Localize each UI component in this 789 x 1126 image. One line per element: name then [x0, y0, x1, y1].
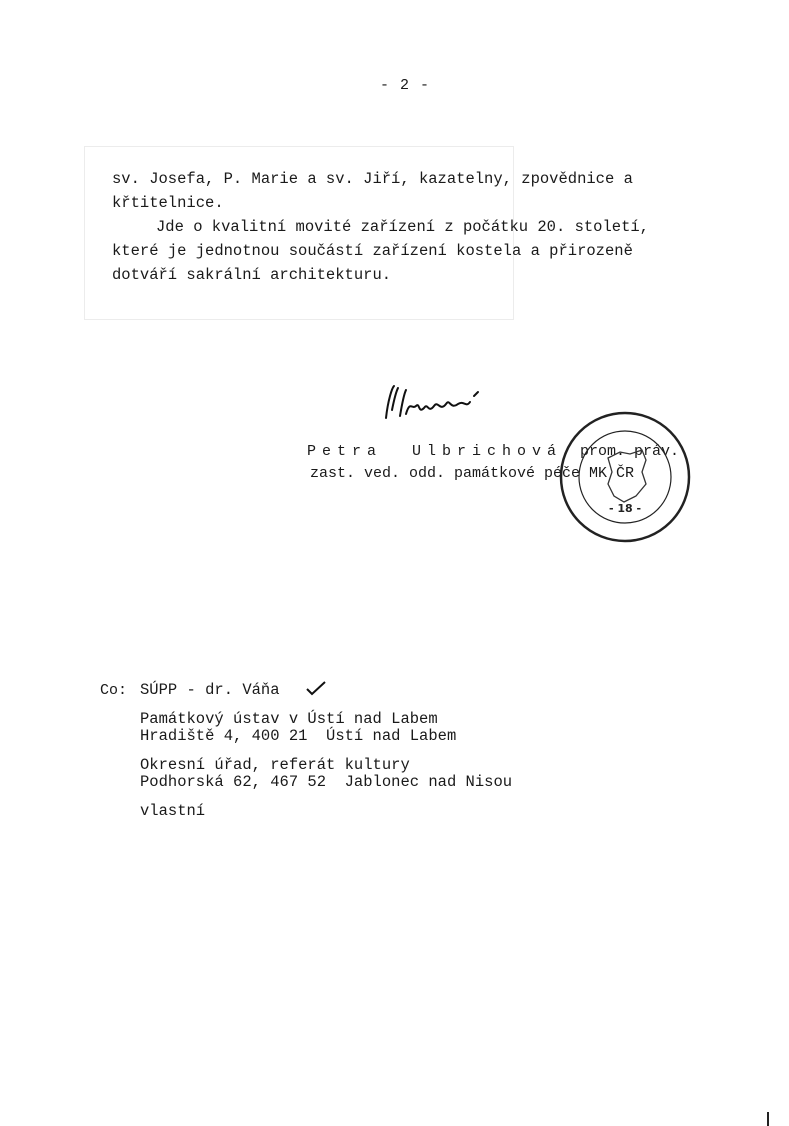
body-line: dotváří sakrální architekturu. — [112, 266, 392, 284]
recipient-line: vlastní — [140, 802, 206, 820]
body-line: křtitelnice. — [112, 194, 224, 212]
body-line: které je jednotnou součástí zařízení kostela a přirozeně — [112, 242, 633, 260]
recipient-line: Památkový ústav v Ústí nad Labem — [140, 710, 438, 728]
svg-text:- 18 -: - 18 - — [608, 502, 642, 515]
recipient-line: Hradiště 4, 400 21 Ústí nad Labem — [140, 727, 457, 745]
copies-label: Co: — [100, 682, 128, 699]
body-line: sv. Josefa, P. Marie a sv. Jiří, kazatelny, zpovědnice a — [112, 170, 633, 188]
body-line: Jde o kvalitní movité zařízení z počátku 20. století, — [156, 218, 649, 236]
page-number: - 2 - — [380, 77, 431, 94]
copies-list — [140, 682, 512, 820]
recipient-line: Okresní úřad, referát kultury — [140, 756, 410, 774]
recipient-line: SÚPP - dr. Váňa — [140, 681, 280, 699]
letter-body — [112, 167, 692, 287]
signer-title: , prom. práv. — [562, 443, 680, 460]
official-round-stamp — [558, 410, 692, 544]
handwritten-signature — [378, 380, 498, 430]
signer-name: Petra Ulbrichová — [307, 443, 563, 460]
recipient-line: Podhorská 62, 467 52 Jablonec nad Nisou — [140, 773, 513, 791]
signer-role: zast. ved. odd. památkové péče MK ČR — [310, 465, 635, 482]
page-edge-mark — [767, 1112, 769, 1126]
check-mark-icon — [305, 680, 327, 696]
